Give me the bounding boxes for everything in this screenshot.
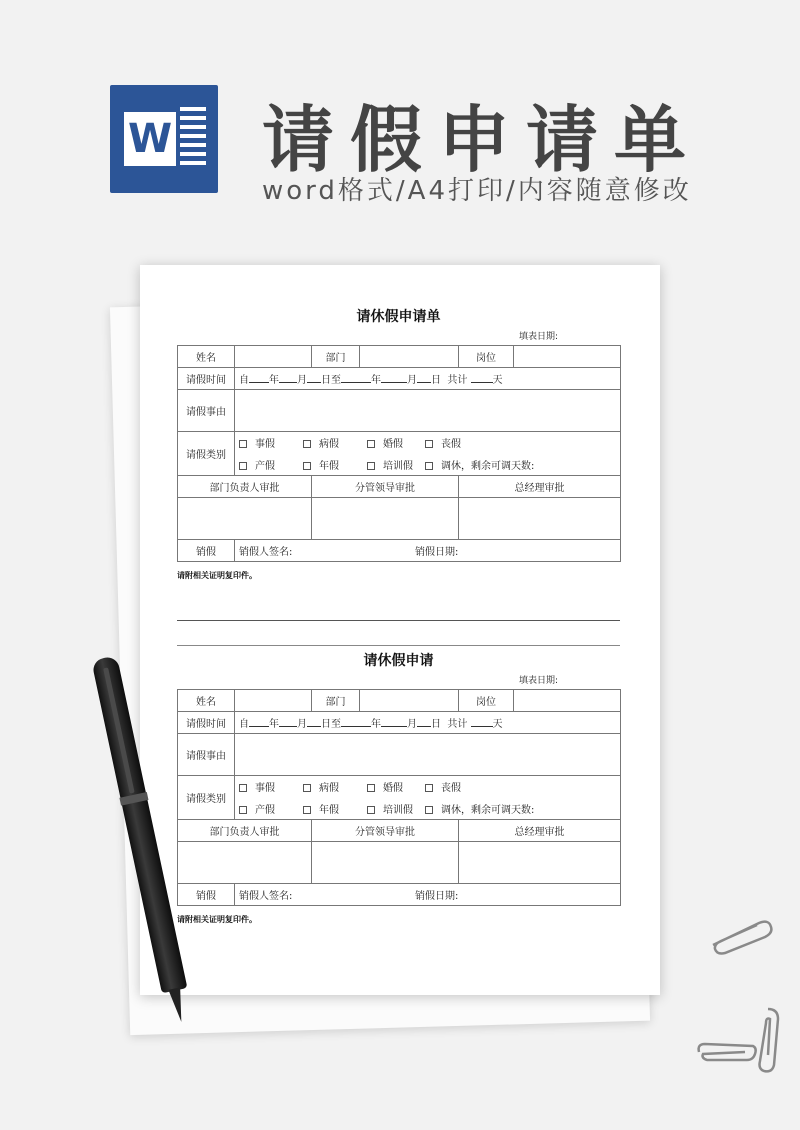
checkbox-icon[interactable]: [303, 462, 311, 470]
paperclip-icon: [705, 915, 775, 955]
word-logo-letter: W: [124, 112, 176, 166]
dept-field[interactable]: [360, 690, 459, 712]
option-training[interactable]: 培训假: [367, 801, 425, 816]
page-subtitle: word格式/A4打印/内容随意修改: [262, 176, 692, 206]
month-text: 月: [297, 719, 307, 730]
name-label: 姓名: [178, 346, 235, 368]
leader-approval-field[interactable]: [312, 842, 459, 884]
checkbox-icon[interactable]: [367, 440, 375, 448]
type-label: 请假类别: [178, 776, 235, 820]
option-bereavement[interactable]: 丧假: [425, 435, 461, 450]
gm-approval-label: 总经理审批: [459, 820, 621, 842]
time-field[interactable]: [235, 368, 621, 390]
checkbox-icon[interactable]: [239, 806, 247, 814]
name-label: 姓名: [178, 690, 235, 712]
day-text: 日: [431, 719, 441, 730]
month-text-2: 月: [407, 375, 417, 386]
checkbox-icon[interactable]: [367, 462, 375, 470]
days-text: 天: [492, 375, 503, 386]
day-to-text: 日至: [321, 719, 341, 730]
cancel-signer-label: 销假人签名:: [239, 547, 293, 558]
from-text: 自: [239, 375, 249, 386]
fill-date-label: 填表日期:: [518, 332, 558, 342]
post-label: 岗位: [459, 346, 514, 368]
cancel-signer-label: 销假人签名:: [239, 891, 293, 902]
time-label: 请假时间: [178, 712, 235, 734]
leader-approval-field[interactable]: [312, 498, 459, 540]
day-to-text: 日至: [321, 375, 341, 386]
paper-sheet: [140, 265, 660, 995]
option-marriage[interactable]: 婚假: [367, 779, 425, 794]
attachment-note: 请附相关证明复印件。: [177, 915, 257, 924]
section-divider-thin: [177, 645, 620, 646]
days-text: 天: [492, 719, 503, 730]
option-annual[interactable]: 年假: [303, 457, 367, 472]
dept-field[interactable]: [360, 346, 459, 368]
option-personal[interactable]: 事假: [239, 779, 303, 794]
reason-field[interactable]: [235, 390, 621, 432]
dept-head-approval-field[interactable]: [178, 498, 312, 540]
month-text-2: 月: [407, 719, 417, 730]
option-sick[interactable]: 病假: [303, 779, 367, 794]
dept-head-approval-label: 部门负责人审批: [178, 476, 312, 498]
checkbox-icon[interactable]: [239, 440, 247, 448]
checkbox-icon[interactable]: [303, 784, 311, 792]
form-table: [177, 689, 621, 906]
post-field[interactable]: [514, 346, 621, 368]
cancel-label: 销假: [178, 540, 235, 562]
option-training[interactable]: 培训假: [367, 457, 425, 472]
leave-form-1: [177, 307, 620, 581]
time-label: 请假时间: [178, 368, 235, 390]
total-text: 共计: [447, 375, 468, 386]
gm-approval-field[interactable]: [459, 842, 621, 884]
checkbox-icon[interactable]: [367, 806, 375, 814]
option-sick[interactable]: 病假: [303, 435, 367, 450]
form-title: 请休假申请: [363, 653, 434, 669]
gm-approval-field[interactable]: [459, 498, 621, 540]
year-text-2: 年: [371, 719, 381, 730]
dept-head-approval-label: 部门负责人审批: [178, 820, 312, 842]
from-text: 自: [239, 719, 249, 730]
dept-label: 部门: [312, 346, 360, 368]
option-annual[interactable]: 年假: [303, 801, 367, 816]
section-divider: [177, 620, 620, 621]
reason-label: 请假事由: [178, 390, 235, 432]
cancel-field[interactable]: [235, 540, 621, 562]
form-title: 请休假申请单: [356, 309, 441, 325]
name-field[interactable]: [235, 690, 312, 712]
gm-approval-label: 总经理审批: [459, 476, 621, 498]
cancel-field[interactable]: [235, 884, 621, 906]
time-field[interactable]: [235, 712, 621, 734]
checkbox-icon[interactable]: [239, 784, 247, 792]
option-compensatory[interactable]: 调休，剩余可调天数:: [425, 801, 534, 816]
checkbox-icon[interactable]: [425, 462, 433, 470]
total-text: 共计: [447, 719, 468, 730]
option-maternity[interactable]: 产假: [239, 801, 303, 816]
option-bereavement[interactable]: 丧假: [425, 779, 461, 794]
leave-form-2: [177, 651, 620, 925]
name-field[interactable]: [235, 346, 312, 368]
checkbox-icon[interactable]: [367, 784, 375, 792]
checkbox-icon[interactable]: [303, 806, 311, 814]
post-label: 岗位: [459, 690, 514, 712]
attachment-note: 请附相关证明复印件。: [177, 571, 257, 580]
year-text-2: 年: [371, 375, 381, 386]
fill-date-label: 填表日期:: [518, 676, 558, 686]
type-options-row-1: [235, 776, 621, 798]
checkbox-icon[interactable]: [425, 784, 433, 792]
month-text: 月: [297, 375, 307, 386]
cancel-date-label: 销假日期:: [415, 891, 459, 902]
dept-label: 部门: [312, 690, 360, 712]
post-field[interactable]: [514, 690, 621, 712]
dept-head-approval-field[interactable]: [178, 842, 312, 884]
checkbox-icon[interactable]: [425, 440, 433, 448]
type-label: 请假类别: [178, 432, 235, 476]
type-options-row-1: [235, 432, 621, 454]
year-text: 年: [269, 375, 279, 386]
reason-field[interactable]: [235, 734, 621, 776]
type-options-row-2: [235, 454, 621, 476]
paperclip-icon-3: [752, 1005, 784, 1075]
option-personal[interactable]: 事假: [239, 435, 303, 450]
year-text: 年: [269, 719, 279, 730]
form-table: [177, 345, 621, 562]
header: [0, 0, 800, 240]
option-compensatory[interactable]: 调休，剩余可调天数:: [425, 457, 534, 472]
type-options-row-2: [235, 798, 621, 820]
document-lines-icon: [180, 107, 206, 170]
cancel-label: 销假: [178, 884, 235, 906]
cancel-date-label: 销假日期:: [415, 547, 459, 558]
word-icon: [110, 85, 218, 193]
checkbox-icon[interactable]: [425, 806, 433, 814]
option-maternity[interactable]: 产假: [239, 457, 303, 472]
checkbox-icon[interactable]: [303, 440, 311, 448]
leader-approval-label: 分管领导审批: [312, 820, 459, 842]
option-marriage[interactable]: 婚假: [367, 435, 425, 450]
reason-label: 请假事由: [178, 734, 235, 776]
checkbox-icon[interactable]: [239, 462, 247, 470]
paperclip-icon-2: [695, 1040, 759, 1068]
day-text: 日: [431, 375, 441, 386]
page-title: 请假申请单: [262, 98, 703, 182]
leader-approval-label: 分管领导审批: [312, 476, 459, 498]
